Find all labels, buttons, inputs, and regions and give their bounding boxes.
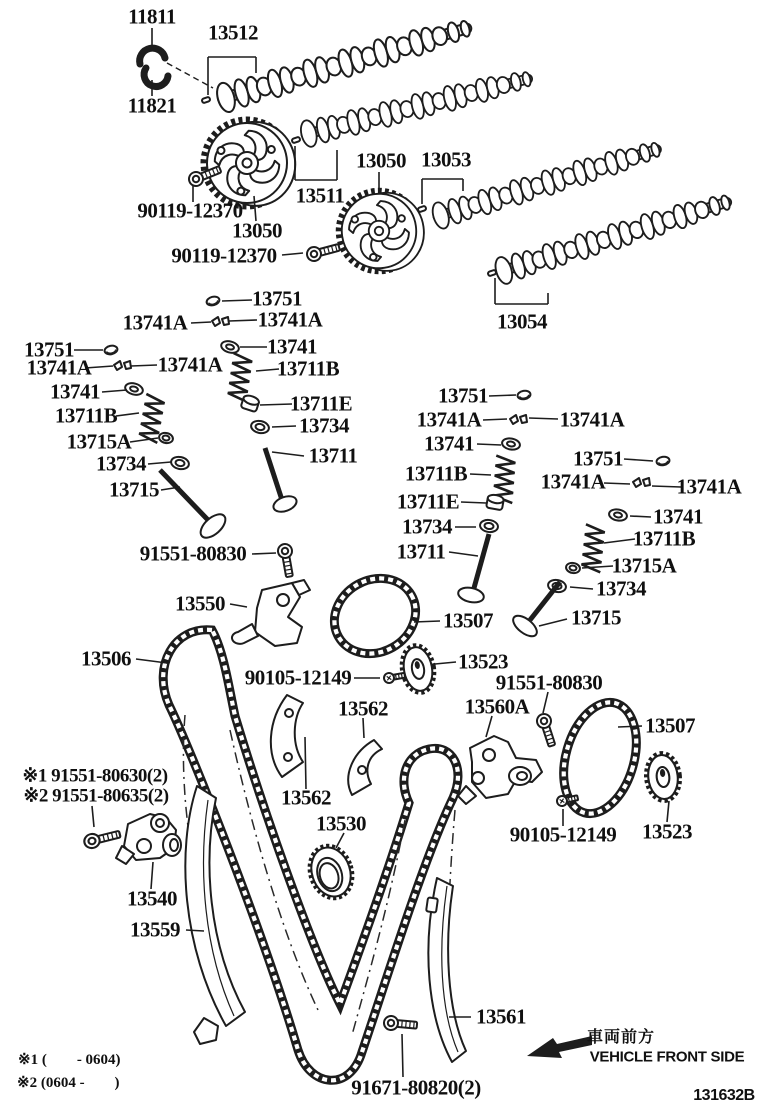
part-label-13050[interactable]: 13050 xyxy=(232,218,282,243)
diagram-code: 131632B xyxy=(693,1087,755,1104)
part-label-13741[interactable]: 13741 xyxy=(653,504,703,529)
chain-damper-13562-lower xyxy=(348,740,382,795)
part-label-13715A[interactable]: 13715A xyxy=(611,553,677,578)
crankshaft-timing-gear-13530 xyxy=(304,841,358,903)
part-label-13550[interactable]: 13550 xyxy=(175,591,225,616)
vehicle-front-label-jp: 車両前方 xyxy=(586,1029,656,1046)
part-label-13562[interactable]: 13562 xyxy=(338,696,388,721)
part-label-9010512149[interactable]: 90105-12149 xyxy=(509,822,617,847)
bolt-90105-12149-upper xyxy=(383,670,405,683)
camshaft-no4-13054 xyxy=(493,188,735,286)
part-label-13507[interactable]: 13507 xyxy=(645,713,695,738)
part-label-9010512149[interactable]: 90105-12149 xyxy=(244,665,352,690)
part-label-13715[interactable]: 13715 xyxy=(109,477,159,502)
valve-13715-right xyxy=(510,582,560,640)
footnote: ※2 (0604 - ) xyxy=(17,1075,120,1091)
vehicle-front-label-en: VEHICLE FRONT SIDE xyxy=(589,1048,745,1066)
part-label-9011912370[interactable]: 90119-12370 xyxy=(171,243,277,268)
camshaft-no2-13511 xyxy=(298,65,535,149)
part-label-13734[interactable]: 13734 xyxy=(96,451,146,476)
part-label-13751[interactable]: 13751 xyxy=(438,383,488,408)
bolt-91671-80820 xyxy=(383,1015,417,1032)
part-label-13507[interactable]: 13507 xyxy=(443,608,493,633)
part-label-9155180830[interactable]: 91551-80830 xyxy=(495,670,603,695)
part-label-191551806302[interactable]: ※1 91551-80630(2) xyxy=(22,765,168,787)
part-label-13711E[interactable]: 13711E xyxy=(289,391,353,416)
camshaft-timing-gear-13050-right xyxy=(334,185,429,277)
part-label-13711[interactable]: 13711 xyxy=(396,539,446,564)
bolt-91551-80830-upper xyxy=(277,543,297,578)
part-label-13562[interactable]: 13562 xyxy=(281,785,331,810)
part-label-13511[interactable]: 13511 xyxy=(295,183,345,208)
part-label-13741A[interactable]: 13741A xyxy=(416,407,482,432)
part-label-13053[interactable]: 13053 xyxy=(421,147,471,172)
part-label-13741[interactable]: 13741 xyxy=(267,334,317,359)
part-label-13711B[interactable]: 13711B xyxy=(632,526,696,551)
valve-13711-right xyxy=(457,534,489,605)
part-label-13741A[interactable]: 13741A xyxy=(122,310,188,335)
bolt-91551-80830-lower xyxy=(535,712,559,748)
vehicle-front-arrow-icon xyxy=(527,1036,592,1058)
part-label-13050[interactable]: 13050 xyxy=(356,148,406,173)
part-label-13741A[interactable]: 13741A xyxy=(26,355,92,380)
part-label-9011912370[interactable]: 90119-12370 xyxy=(137,198,243,223)
chain-damper-13562-upper xyxy=(271,695,303,777)
part-label-13741[interactable]: 13741 xyxy=(50,379,100,404)
part-label-91671808202[interactable]: 91671-80820(2) xyxy=(351,1075,481,1100)
part-label-13561[interactable]: 13561 xyxy=(476,1004,526,1029)
part-label-13711B[interactable]: 13711B xyxy=(54,403,118,428)
idler-sprocket-13523-lower xyxy=(645,752,681,801)
part-label-13530[interactable]: 13530 xyxy=(316,811,366,836)
part-label-13506[interactable]: 13506 xyxy=(81,646,131,671)
chain-guide-13561 xyxy=(426,878,466,1062)
part-label-291551806352[interactable]: ※2 91551-80635(2) xyxy=(23,785,169,807)
part-label-13741A[interactable]: 13741A xyxy=(540,469,606,494)
part-label-13711B[interactable]: 13711B xyxy=(276,356,340,381)
footnote: ※1 ( - 0604) xyxy=(18,1052,121,1068)
bolt-90119-12370-lower xyxy=(305,241,340,263)
part-label-9155180830[interactable]: 91551-80830 xyxy=(139,541,247,566)
part-label-13751[interactable]: 13751 xyxy=(24,337,74,362)
part-label-13741A[interactable]: 13741A xyxy=(157,352,223,377)
part-label-13741A[interactable]: 13741A xyxy=(257,307,323,332)
part-label-13734[interactable]: 13734 xyxy=(596,576,646,601)
part-label-13560A[interactable]: 13560A xyxy=(464,694,530,719)
part-label-13540[interactable]: 13540 xyxy=(127,886,177,911)
idler-sprocket-13523-upper xyxy=(399,644,437,695)
part-label-13054[interactable]: 13054 xyxy=(497,309,547,334)
bolt-91551-8063x xyxy=(83,827,122,849)
part-label-13741A[interactable]: 13741A xyxy=(559,407,625,432)
part-label-13741A[interactable]: 13741A xyxy=(676,474,742,499)
chain-tensioner-13560A xyxy=(458,736,542,804)
part-label-13715[interactable]: 13715 xyxy=(571,605,621,630)
part-label-11811[interactable]: 11811 xyxy=(128,4,176,29)
part-label-13734[interactable]: 13734 xyxy=(402,514,452,539)
part-label-13523[interactable]: 13523 xyxy=(458,649,508,674)
part-label-11821[interactable]: 11821 xyxy=(127,93,177,118)
chain-tensioner-13550 xyxy=(232,580,310,646)
part-label-13711[interactable]: 13711 xyxy=(308,443,358,468)
chain-tensioner-13540 xyxy=(116,814,181,864)
part-label-13715A[interactable]: 13715A xyxy=(66,429,132,454)
part-label-13523[interactable]: 13523 xyxy=(642,819,692,844)
part-label-13751[interactable]: 13751 xyxy=(573,446,623,471)
part-label-13741[interactable]: 13741 xyxy=(424,431,474,456)
part-label-13734[interactable]: 13734 xyxy=(299,413,349,438)
valve-13711-left xyxy=(265,448,299,515)
part-label-13512[interactable]: 13512 xyxy=(208,20,258,45)
part-label-13711B[interactable]: 13711B xyxy=(404,461,468,486)
camshaft-bearing-shells xyxy=(140,48,168,86)
valve-13715-left xyxy=(160,470,230,542)
part-label-13751[interactable]: 13751 xyxy=(252,286,302,311)
part-label-13559[interactable]: 13559 xyxy=(130,917,180,942)
part-label-13711E[interactable]: 13711E xyxy=(396,489,460,514)
